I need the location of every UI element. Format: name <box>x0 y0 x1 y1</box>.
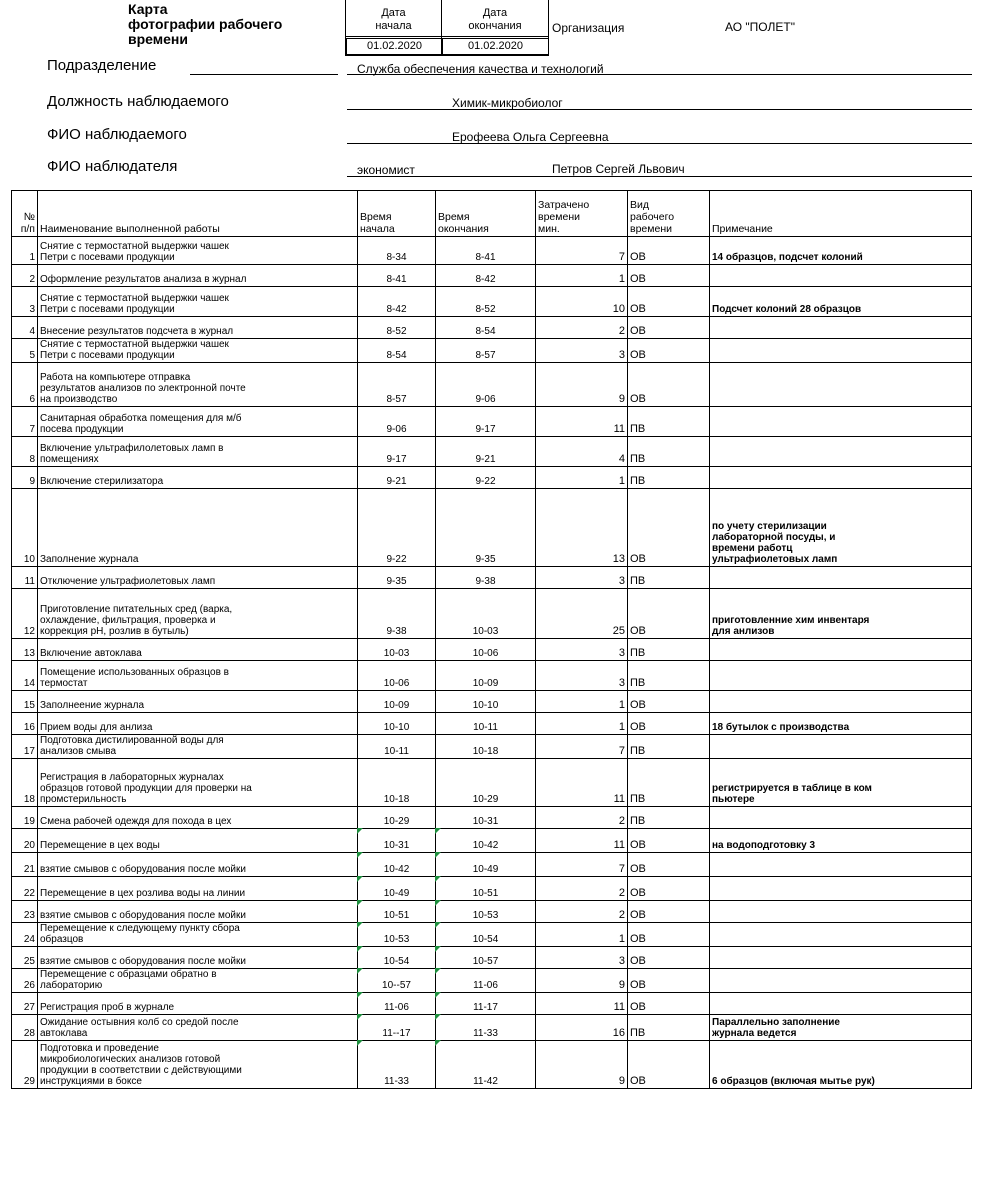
col-header-end: Время окончания <box>436 191 536 237</box>
row-minutes: 11 <box>536 759 628 807</box>
table-row <box>12 993 972 1015</box>
row-note <box>710 877 972 901</box>
row-time-type: ОВ <box>628 287 710 317</box>
row-minutes: 16 <box>536 1015 628 1041</box>
row-note: по учету стерилизации лабораторной посуды, и времени работц ультрафиолетовых ламп <box>710 489 972 567</box>
row-number: 21 <box>12 853 38 877</box>
row-minutes: 4 <box>536 437 628 467</box>
row-work-name: взятие смывов с оборудования после мойки <box>38 853 358 877</box>
row-start-time: 11--17 <box>358 1015 436 1041</box>
row-note <box>710 363 972 407</box>
row-work-name: Помещение использованных образцов в термостат <box>38 661 358 691</box>
row-note <box>710 407 972 437</box>
row-time-type: ОВ <box>628 923 710 947</box>
row-end-time: 10-06 <box>436 639 536 661</box>
row-start-time: 10-29 <box>358 807 436 829</box>
row-end-time: 9-22 <box>436 467 536 489</box>
row-work-name: Перемещение в цех воды <box>38 829 358 853</box>
row-number: 16 <box>12 713 38 735</box>
row-work-name: Снятие с термостатной выдержки чашек Петри с посевами продукции <box>38 287 358 317</box>
row-end-time: 10-49 <box>436 853 536 877</box>
row-time-type: ПВ <box>628 567 710 589</box>
observer-role: экономист <box>357 163 415 177</box>
row-time-type: ОВ <box>628 265 710 287</box>
row-time-type: ПВ <box>628 661 710 691</box>
table-row <box>12 567 972 589</box>
table-row <box>12 339 972 363</box>
row-note: 18 бутылок с производства <box>710 713 972 735</box>
row-start-time: 9-17 <box>358 437 436 467</box>
row-note <box>710 437 972 467</box>
comment-marker-icon <box>435 900 441 906</box>
row-time-type: ОВ <box>628 713 710 735</box>
row-end-time: 10-29 <box>436 759 536 807</box>
row-work-name: Прием воды для анлиза <box>38 713 358 735</box>
start-date-caption: Дата начала <box>375 7 412 32</box>
row-start-time: 9-22 <box>358 489 436 567</box>
row-end-time: 10-09 <box>436 661 536 691</box>
row-note: 14 образцов, подсчет колоний <box>710 237 972 265</box>
observer-underline <box>347 176 972 177</box>
comment-marker-icon <box>357 828 363 834</box>
row-work-name: Снятие с термостатной выдержки чашек Петри с посевами продукции <box>38 237 358 265</box>
row-number: 19 <box>12 807 38 829</box>
table-row <box>12 467 972 489</box>
comment-marker-icon <box>435 852 441 858</box>
row-time-type: ОВ <box>628 969 710 993</box>
table-row <box>12 759 972 807</box>
row-work-name: Снятие с термостатной выдержки чашек Петри с посевами продукции <box>38 339 358 363</box>
col-header-start: Время начала <box>358 191 436 237</box>
row-number: 10 <box>12 489 38 567</box>
row-start-time: 9-38 <box>358 589 436 639</box>
row-end-time: 10-11 <box>436 713 536 735</box>
department-value: Служба обеспечения качества и технологий <box>357 62 604 76</box>
row-minutes: 1 <box>536 713 628 735</box>
row-minutes: 7 <box>536 237 628 265</box>
row-end-time: 10-54 <box>436 923 536 947</box>
row-minutes: 1 <box>536 467 628 489</box>
row-note <box>710 735 972 759</box>
row-note: на водоподготовку 3 <box>710 829 972 853</box>
row-note <box>710 339 972 363</box>
table-row <box>12 237 972 265</box>
row-end-time: 11-42 <box>436 1041 536 1089</box>
table-row <box>12 829 972 853</box>
row-note <box>710 969 972 993</box>
row-end-time: 10-53 <box>436 901 536 923</box>
col-header-note: Примечание <box>710 191 972 237</box>
row-number: 26 <box>12 969 38 993</box>
comment-marker-icon <box>357 876 363 882</box>
row-time-type: ОВ <box>628 489 710 567</box>
table-row <box>12 713 972 735</box>
row-minutes: 11 <box>536 407 628 437</box>
observer-label: ФИО наблюдателя <box>47 158 178 175</box>
row-number: 2 <box>12 265 38 287</box>
row-note: Подсчет колоний 28 образцов <box>710 287 972 317</box>
comment-marker-icon <box>357 900 363 906</box>
row-number: 25 <box>12 947 38 969</box>
table-row <box>12 807 972 829</box>
row-end-time: 9-21 <box>436 437 536 467</box>
row-note <box>710 317 972 339</box>
observed-underline <box>347 143 972 144</box>
organization-value: АО "ПОЛЕТ" <box>725 20 795 34</box>
row-number: 18 <box>12 759 38 807</box>
row-start-time: 8-41 <box>358 265 436 287</box>
row-start-time: 9-21 <box>358 467 436 489</box>
row-note: приготовленние хим инвентаря для анлизов <box>710 589 972 639</box>
row-work-name: Включение стерилизатора <box>38 467 358 489</box>
row-number: 24 <box>12 923 38 947</box>
row-start-time: 10-10 <box>358 713 436 735</box>
department-label: Подразделение <box>47 57 157 74</box>
row-end-time: 10-18 <box>436 735 536 759</box>
row-number: 3 <box>12 287 38 317</box>
row-minutes: 2 <box>536 807 628 829</box>
row-minutes: 9 <box>536 969 628 993</box>
row-note: 6 образцов (включая мытье рук) <box>710 1041 972 1089</box>
row-note: Параллельно заполнение журнала ведется <box>710 1015 972 1041</box>
row-start-time: 11-33 <box>358 1041 436 1089</box>
row-time-type: ОВ <box>628 901 710 923</box>
row-work-name: Ожидание остывния колб со средой после автоклава <box>38 1015 358 1041</box>
comment-marker-icon <box>357 1040 363 1046</box>
row-note <box>710 853 972 877</box>
col-header-num: № п/п <box>12 191 38 237</box>
row-time-type: ОВ <box>628 829 710 853</box>
row-start-time: 10-51 <box>358 901 436 923</box>
date-bottom-line <box>346 55 548 56</box>
row-start-time: 9-06 <box>358 407 436 437</box>
table-row <box>12 489 972 567</box>
row-number: 12 <box>12 589 38 639</box>
comment-marker-icon <box>357 968 363 974</box>
row-start-time: 10-09 <box>358 691 436 713</box>
comment-marker-icon <box>357 1014 363 1020</box>
row-work-name: Перемещение к следующему пункту сбора образцов <box>38 923 358 947</box>
row-time-type: ОВ <box>628 589 710 639</box>
time-study-table <box>11 190 972 1089</box>
row-start-time: 9-35 <box>358 567 436 589</box>
row-work-name: Санитарная обработка помещения для м/б посева продукции <box>38 407 358 437</box>
col-header-spent: Затрачено времени мин. <box>536 191 628 237</box>
position-value: Химик-микробиолог <box>452 96 563 110</box>
row-end-time: 9-17 <box>436 407 536 437</box>
row-work-name: Подготовка дистилированной воды для анализов смыва <box>38 735 358 759</box>
row-number: 13 <box>12 639 38 661</box>
row-work-name: Перемещение с образцами обратно в лабораторию <box>38 969 358 993</box>
row-work-name: Смена рабочей одеждя для похода в цех <box>38 807 358 829</box>
row-end-time: 10-51 <box>436 877 536 901</box>
row-note <box>710 691 972 713</box>
row-time-type: ПВ <box>628 807 710 829</box>
table-row <box>12 661 972 691</box>
table-row <box>12 923 972 947</box>
row-minutes: 2 <box>536 877 628 901</box>
row-number: 15 <box>12 691 38 713</box>
row-time-type: ПВ <box>628 437 710 467</box>
table-row <box>12 1041 972 1089</box>
end-date-caption: Дата окончания <box>468 7 522 32</box>
table-row <box>12 437 972 467</box>
row-end-time: 9-06 <box>436 363 536 407</box>
row-time-type: ОВ <box>628 363 710 407</box>
comment-marker-icon <box>435 946 441 952</box>
row-time-type: ПВ <box>628 467 710 489</box>
col-header-type: Вид рабочего времени <box>628 191 710 237</box>
col-header-name: Наименование выполненной работы <box>38 191 358 237</box>
row-minutes: 9 <box>536 363 628 407</box>
row-number: 22 <box>12 877 38 901</box>
row-time-type: ОВ <box>628 877 710 901</box>
row-end-time: 10-42 <box>436 829 536 853</box>
row-number: 4 <box>12 317 38 339</box>
row-number: 23 <box>12 901 38 923</box>
row-work-name: Регистрация проб в журнале <box>38 993 358 1015</box>
row-time-type: ПВ <box>628 639 710 661</box>
observer-value: Петров Сергей Львович <box>552 162 685 176</box>
comment-marker-icon <box>357 922 363 928</box>
row-number: 29 <box>12 1041 38 1089</box>
row-end-time: 9-38 <box>436 567 536 589</box>
row-minutes: 3 <box>536 661 628 691</box>
row-number: 27 <box>12 993 38 1015</box>
comment-marker-icon <box>435 1040 441 1046</box>
row-start-time: 10-06 <box>358 661 436 691</box>
row-time-type: ОВ <box>628 947 710 969</box>
row-minutes: 3 <box>536 639 628 661</box>
row-end-time: 10-57 <box>436 947 536 969</box>
row-number: 5 <box>12 339 38 363</box>
row-minutes: 3 <box>536 947 628 969</box>
row-number: 14 <box>12 661 38 691</box>
row-end-time: 8-54 <box>436 317 536 339</box>
row-work-name: Отключение ультрафиолетовых ламп <box>38 567 358 589</box>
row-work-name: Перемещение в цех розлива воды на линии <box>38 877 358 901</box>
row-number: 28 <box>12 1015 38 1041</box>
comment-marker-icon <box>435 992 441 998</box>
row-minutes: 13 <box>536 489 628 567</box>
row-start-time: 10-11 <box>358 735 436 759</box>
row-minutes: 11 <box>536 829 628 853</box>
table-row <box>12 735 972 759</box>
row-work-name: Подготовка и проведение микробиологических анализов готовой продукции в соответствии с действующими инструкциями в боксе <box>38 1041 358 1089</box>
row-start-time: 8-54 <box>358 339 436 363</box>
row-note <box>710 467 972 489</box>
row-start-time: 10-03 <box>358 639 436 661</box>
row-note <box>710 807 972 829</box>
row-minutes: 7 <box>536 853 628 877</box>
table-row <box>12 363 972 407</box>
comment-marker-icon <box>357 852 363 858</box>
row-end-time: 10-31 <box>436 807 536 829</box>
row-end-time: 8-41 <box>436 237 536 265</box>
row-time-type: ОВ <box>628 853 710 877</box>
row-time-type: ОВ <box>628 237 710 265</box>
table-row <box>12 877 972 901</box>
row-minutes: 11 <box>536 993 628 1015</box>
row-start-time: 11-06 <box>358 993 436 1015</box>
row-time-type: ОВ <box>628 691 710 713</box>
department-label-underline <box>190 74 338 75</box>
comment-marker-icon <box>435 1014 441 1020</box>
row-note: регистрируется в таблице в ком пьютере <box>710 759 972 807</box>
row-time-type: ПВ <box>628 1015 710 1041</box>
comment-marker-icon <box>435 828 441 834</box>
row-note <box>710 947 972 969</box>
row-end-time: 11-06 <box>436 969 536 993</box>
row-start-time: 8-57 <box>358 363 436 407</box>
row-end-time: 11-33 <box>436 1015 536 1041</box>
row-end-time: 11-17 <box>436 993 536 1015</box>
row-time-type: ОВ <box>628 339 710 363</box>
row-work-name: взятие смывов с оборудования после мойки <box>38 947 358 969</box>
row-minutes: 1 <box>536 923 628 947</box>
table-row <box>12 853 972 877</box>
table-row <box>12 265 972 287</box>
row-note <box>710 923 972 947</box>
row-time-type: ОВ <box>628 993 710 1015</box>
row-minutes: 10 <box>536 287 628 317</box>
row-minutes: 9 <box>536 1041 628 1089</box>
position-underline <box>347 109 972 110</box>
position-label: Должность наблюдаемого <box>47 93 229 110</box>
row-minutes: 3 <box>536 567 628 589</box>
comment-marker-icon <box>435 876 441 882</box>
row-end-time: 8-57 <box>436 339 536 363</box>
row-work-name: Оформление результатов анализа в журнал <box>38 265 358 287</box>
row-work-name: Включение автоклава <box>38 639 358 661</box>
table-header-row <box>12 191 972 237</box>
department-underline <box>347 74 972 75</box>
row-minutes: 1 <box>536 691 628 713</box>
table-row <box>12 1015 972 1041</box>
row-start-time: 10-31 <box>358 829 436 853</box>
table-row <box>12 589 972 639</box>
row-number: 17 <box>12 735 38 759</box>
table-row <box>12 317 972 339</box>
table-row <box>12 287 972 317</box>
row-minutes: 2 <box>536 901 628 923</box>
row-number: 7 <box>12 407 38 437</box>
observed-value: Ерофеева Ольга Сергеевна <box>452 130 609 144</box>
table-row <box>12 901 972 923</box>
table-row <box>12 947 972 969</box>
row-note <box>710 993 972 1015</box>
row-work-name: Включение ультрафилолетовых ламп в помещениях <box>38 437 358 467</box>
row-start-time: 8-34 <box>358 237 436 265</box>
row-number: 8 <box>12 437 38 467</box>
row-start-time: 10--57 <box>358 969 436 993</box>
end-date-field: 01.02.2020 <box>442 38 549 55</box>
row-minutes: 2 <box>536 317 628 339</box>
row-note <box>710 265 972 287</box>
row-number: 6 <box>12 363 38 407</box>
table-row <box>12 969 972 993</box>
row-work-name: Работа на компьютере отправка результатов анализов по электронной почте на производство <box>38 363 358 407</box>
row-start-time: 10-49 <box>358 877 436 901</box>
table-row <box>12 407 972 437</box>
comment-marker-icon <box>435 968 441 974</box>
row-minutes: 1 <box>536 265 628 287</box>
row-end-time: 8-42 <box>436 265 536 287</box>
row-note <box>710 901 972 923</box>
organization-label: Организация <box>552 21 625 35</box>
table-row <box>12 691 972 713</box>
row-number: 11 <box>12 567 38 589</box>
row-work-name: Заполнеение журнала <box>38 691 358 713</box>
date-caption-underline <box>346 36 548 37</box>
row-work-name: взятие смывов с оборудования после мойки <box>38 901 358 923</box>
comment-marker-icon <box>357 992 363 998</box>
row-number: 1 <box>12 237 38 265</box>
row-work-name: Приготовление питательных сред (варка, охлаждение, фильтрация, проверка и коррекция рН, розлив в бутыль) <box>38 589 358 639</box>
row-end-time: 8-52 <box>436 287 536 317</box>
row-work-name: Регистрация в лабораторных журналах образцов готовой продукции для проверки на промстерильность <box>38 759 358 807</box>
table-body <box>12 237 972 1089</box>
row-start-time: 8-52 <box>358 317 436 339</box>
comment-marker-icon <box>357 946 363 952</box>
table-row <box>12 639 972 661</box>
row-start-time: 10-42 <box>358 853 436 877</box>
row-minutes: 25 <box>536 589 628 639</box>
row-start-time: 10-18 <box>358 759 436 807</box>
row-start-time: 10-54 <box>358 947 436 969</box>
row-work-name: Заполнение журнала <box>38 489 358 567</box>
row-time-type: ОВ <box>628 1041 710 1089</box>
row-start-time: 10-53 <box>358 923 436 947</box>
start-date-field: 01.02.2020 <box>346 38 443 55</box>
row-minutes: 7 <box>536 735 628 759</box>
row-start-time: 8-42 <box>358 287 436 317</box>
observed-label: ФИО наблюдаемого <box>47 126 187 143</box>
row-number: 20 <box>12 829 38 853</box>
row-time-type: ПВ <box>628 759 710 807</box>
row-end-time: 10-03 <box>436 589 536 639</box>
comment-marker-icon <box>435 922 441 928</box>
row-work-name: Внесение результатов подсчета в журнал <box>38 317 358 339</box>
row-time-type: ОВ <box>628 317 710 339</box>
row-minutes: 3 <box>536 339 628 363</box>
row-note <box>710 567 972 589</box>
row-time-type: ПВ <box>628 735 710 759</box>
row-end-time: 9-35 <box>436 489 536 567</box>
row-end-time: 10-10 <box>436 691 536 713</box>
form-title: Карта фотографии рабочего времени <box>128 1 283 47</box>
row-number: 9 <box>12 467 38 489</box>
row-note <box>710 661 972 691</box>
row-note <box>710 639 972 661</box>
row-time-type: ПВ <box>628 407 710 437</box>
